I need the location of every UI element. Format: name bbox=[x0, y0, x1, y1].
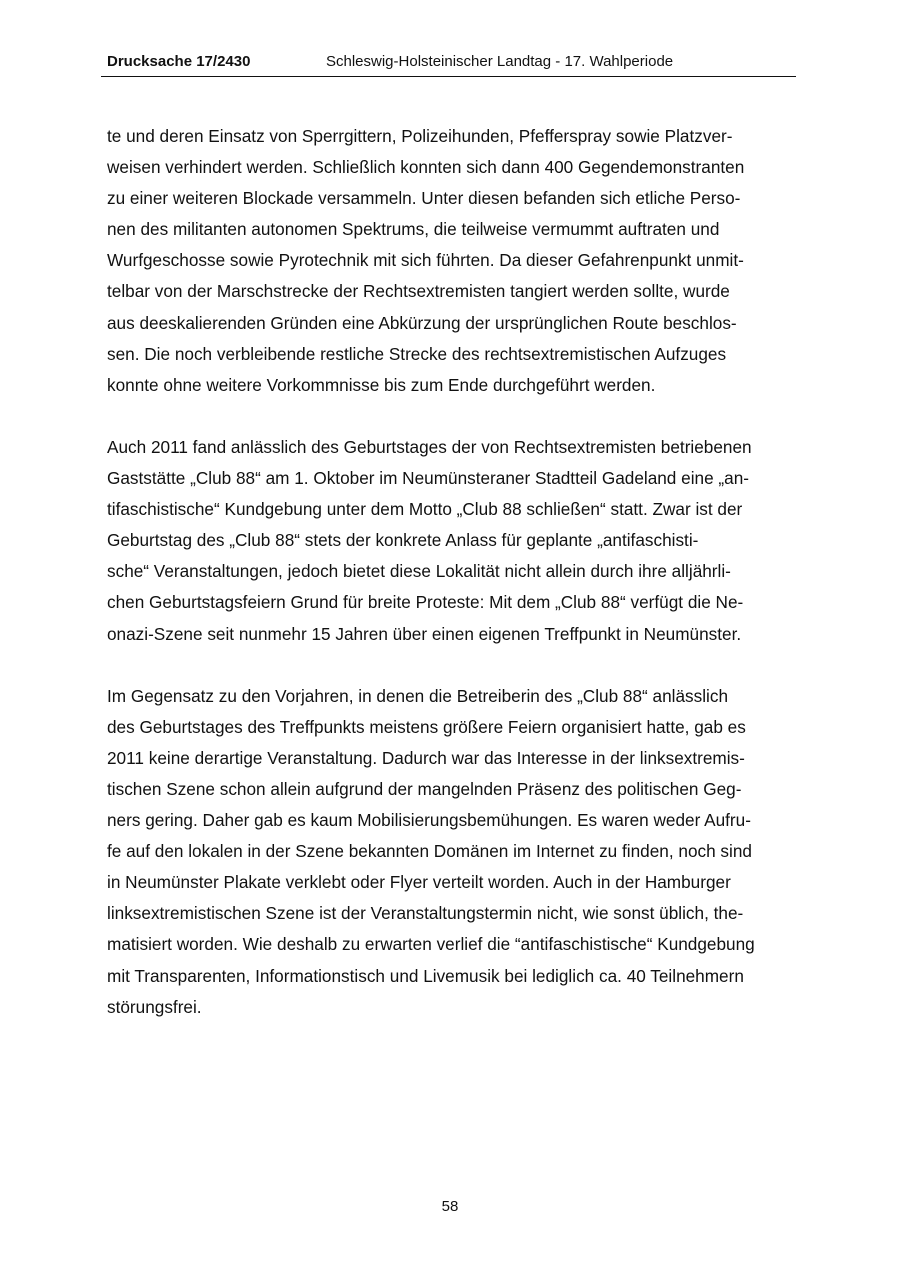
text-line: tischen Szene schon allein aufgrund der mangelnden Präsenz des politischen Geg- bbox=[107, 778, 742, 799]
text-line: matisiert worden. Wie deshalb zu erwarten verlief die “antifaschistische“ Kundgebung bbox=[107, 934, 755, 955]
text-line: sen. Die noch verbleibende restliche Strecke des rechtsextremistischen Aufzuges bbox=[107, 343, 727, 364]
page-header bbox=[101, 52, 796, 77]
text-line: konnte ohne weitere Vorkommnisse bis zum Ende durchgeführt werden. bbox=[107, 374, 656, 395]
text-line: weisen verhindert werden. Schließlich konnten sich dann 400 Gegendemonstranten bbox=[107, 157, 745, 178]
text-line: des Geburtstages des Treffpunkts meistens größere Feiern organisiert hatte, gab es bbox=[107, 716, 746, 737]
text-line: mit Transparenten, Informationstisch und Livemusik bei lediglich ca. 40 Teilnehmern bbox=[107, 965, 744, 986]
text-line: Gaststätte „Club 88“ am 1. Oktober im Neumünsteraner Stadtteil Gadeland eine „an- bbox=[107, 468, 749, 489]
paragraph-3 bbox=[107, 681, 797, 1023]
text-line: tifaschistische“ Kundgebung unter dem Motto „Club 88 schließen“ statt. Zwar ist der bbox=[107, 499, 743, 520]
document-number: Drucksache 17/2430 bbox=[107, 53, 251, 70]
text-line: telbar von der Marschstrecke der Rechtsextremisten tangiert werden sollte, wurde bbox=[107, 281, 730, 302]
text-line: Wurfgeschosse sowie Pyrotechnik mit sich führten. Da dieser Gefahrenpunkt unmit- bbox=[107, 250, 744, 271]
text-line: linksextremistischen Szene ist der Veranstaltungstermin nicht, wie sonst üblich, the- bbox=[107, 903, 744, 924]
text-line: Im Gegensatz zu den Vorjahren, in denen die Betreiberin des „Club 88“ anlässlich bbox=[107, 685, 729, 706]
paragraph-spacer bbox=[107, 650, 797, 681]
text-line: onazi-Szene seit nunmehr 15 Jahren über einen eigenen Treffpunkt in Neumünster. bbox=[107, 623, 742, 644]
header-title: Schleswig-Holsteinischer Landtag - 17. Wahlperiode bbox=[326, 53, 674, 70]
text-line: te und deren Einsatz von Sperrgittern, Polizeihunden, Pfefferspray sowie Platzver- bbox=[107, 126, 733, 146]
body-text bbox=[107, 121, 797, 1023]
paragraph-2 bbox=[107, 432, 797, 650]
text-line: Auch 2011 fand anlässlich des Geburtstages der von Rechtsextremisten betriebenen bbox=[107, 436, 752, 457]
text-line: 2011 keine derartige Veranstaltung. Dadurch war das Interesse in der linksextremis- bbox=[107, 747, 745, 768]
text-line: Geburtstag des „Club 88“ stets der konkrete Anlass für geplante „antifaschisti- bbox=[107, 530, 699, 551]
paragraph-1 bbox=[107, 121, 797, 401]
text-line: aus deeskalierenden Gründen eine Abkürzung der ursprünglichen Route beschlos- bbox=[107, 312, 737, 333]
text-line: sche“ Veranstaltungen, jedoch bietet diese Lokalität nicht allein durch ihre alljährli- bbox=[107, 561, 731, 582]
text-line: störungsfrei. bbox=[107, 996, 202, 1017]
page-number: 58 bbox=[441, 1198, 459, 1215]
text-line: chen Geburtstagsfeiern Grund für breite Proteste: Mit dem „Club 88“ verfügt die Ne- bbox=[107, 592, 744, 613]
paragraph-spacer bbox=[107, 401, 797, 432]
text-line: nen des militanten autonomen Spektrums, die teilweise vermummt auftraten und bbox=[107, 219, 720, 240]
text-line: fe auf den lokalen in der Szene bekannten Domänen im Internet zu finden, noch sind bbox=[107, 841, 752, 862]
text-line: ners gering. Daher gab es kaum Mobilisierungsbemühungen. Es waren weder Aufru- bbox=[107, 810, 751, 831]
text-line: zu einer weiteren Blockade versammeln. Unter diesen befanden sich etliche Perso- bbox=[107, 188, 741, 209]
text-line: in Neumünster Plakate verklebt oder Flyer verteilt worden. Auch in der Hamburger bbox=[107, 872, 731, 893]
